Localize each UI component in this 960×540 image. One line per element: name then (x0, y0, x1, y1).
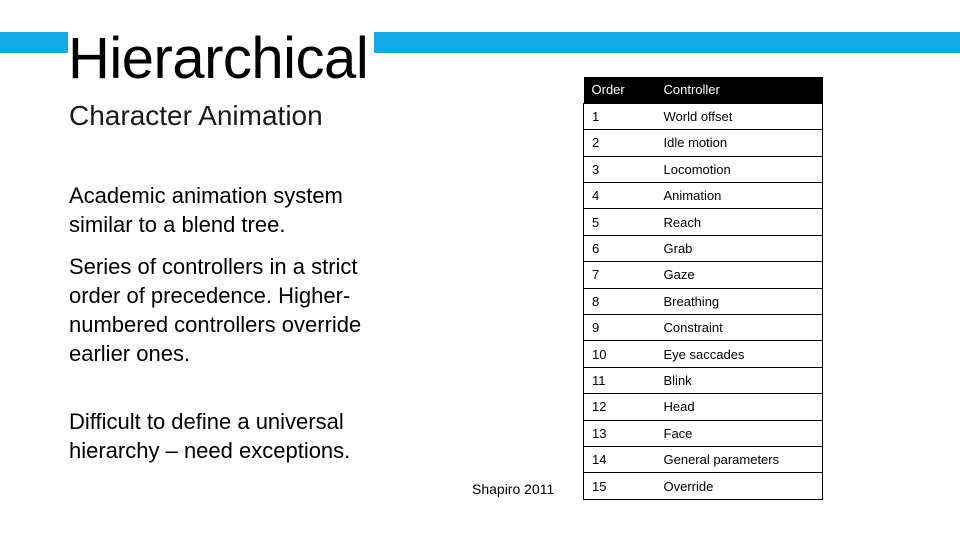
order-cell: 14 (584, 446, 656, 472)
slide-title: Hierarchical (68, 30, 374, 88)
table-row (584, 183, 823, 209)
controller-cell: Idle motion (656, 130, 823, 156)
controller-cell: Constraint (656, 315, 823, 341)
controller-cell: Animation (656, 183, 823, 209)
controller-order-table (583, 77, 823, 500)
controller-cell: Eye saccades (656, 341, 823, 367)
controller-cell: Locomotion (656, 156, 823, 182)
controller-cell: Head (656, 394, 823, 420)
table-row (584, 156, 823, 182)
controller-cell: Breathing (656, 288, 823, 314)
table-row (584, 394, 823, 420)
order-cell: 8 (584, 288, 656, 314)
table-row (584, 420, 823, 446)
header-order: Order (584, 77, 656, 103)
paragraph-blend-tree: Academic animation system similar to a blend tree. (69, 183, 343, 237)
header-controller: Controller (656, 77, 823, 103)
order-cell: 7 (584, 262, 656, 288)
order-cell: 11 (584, 367, 656, 393)
controller-cell: Reach (656, 209, 823, 235)
table-row (584, 103, 823, 129)
controller-cell: General parameters (656, 446, 823, 472)
order-cell: 1 (584, 103, 656, 129)
controller-cell: Override (656, 473, 823, 499)
order-cell: 3 (584, 156, 656, 182)
controller-cell: World offset (656, 103, 823, 129)
order-cell: 4 (584, 183, 656, 209)
table-row (584, 288, 823, 314)
order-cell: 10 (584, 341, 656, 367)
table-header-row (584, 77, 823, 103)
order-cell: 13 (584, 420, 656, 446)
citation: Shapiro 2011 (472, 481, 555, 497)
table-row (584, 262, 823, 288)
table-row (584, 341, 823, 367)
order-cell: 2 (584, 130, 656, 156)
table-row (584, 235, 823, 261)
order-cell: 9 (584, 315, 656, 341)
order-cell: 12 (584, 394, 656, 420)
controller-cell: Gaze (656, 262, 823, 288)
slide-subtitle: Character Animation (69, 100, 323, 131)
table-row (584, 473, 823, 499)
table-row (584, 315, 823, 341)
paragraph-exceptions: Difficult to define a universal hierarchy – need exceptions. (69, 409, 351, 463)
order-cell: 6 (584, 235, 656, 261)
controller-cell: Face (656, 420, 823, 446)
table-row (584, 209, 823, 235)
controller-cell: Blink (656, 367, 823, 393)
table-row (584, 130, 823, 156)
order-cell: 15 (584, 473, 656, 499)
table-row (584, 367, 823, 393)
paragraph-precedence: Series of controllers in a strict order of precedence. Higher-numbered controllers override earlier ones. (69, 254, 362, 366)
controller-cell: Grab (656, 235, 823, 261)
order-cell: 5 (584, 209, 656, 235)
table-row (584, 446, 823, 472)
